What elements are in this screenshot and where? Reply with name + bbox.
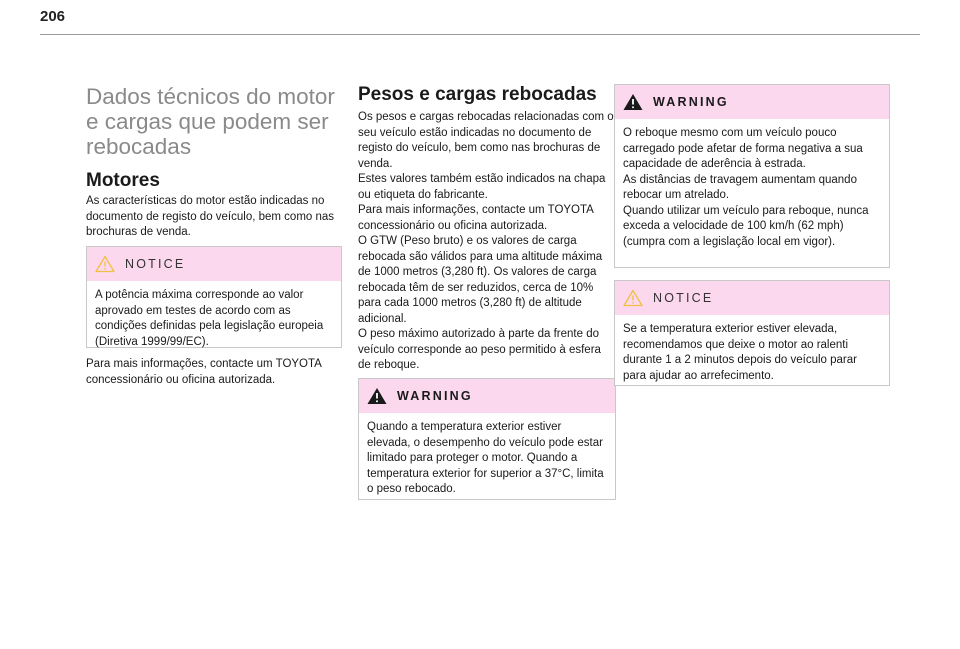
section-title-pesos: Pesos e cargas rebocadas — [358, 84, 597, 105]
notice-label: NOTICE — [125, 257, 186, 271]
warning-triangle-icon — [623, 93, 643, 111]
section-title-motores: Motores — [86, 170, 160, 191]
notice-box-cooling — [614, 280, 890, 386]
header-divider — [40, 34, 920, 35]
notice-header — [87, 247, 341, 281]
contact-paragraph: Para mais informações, contacte um TOYOTA concessionário ou oficina autorizada. — [86, 358, 322, 386]
warning-header — [359, 379, 615, 413]
notice-header — [615, 281, 889, 315]
notice-text: A potência máxima corresponde ao valor aprovado em testes de acordo com as condições definidas pela legislação europeia (Diretiva 1999/99/EC). — [95, 289, 324, 348]
notice-triangle-icon — [623, 289, 643, 307]
pesos-paragraph: Os pesos e cargas rebocadas relacionadas com o seu veículo estão indicadas no documento de registo do veículo, bem como nas brochuras de venda. Estes valores também estão indicados na chapa ou etiqueta do fabricante. Para mais informações, contacte um TOYOTA concessionário ou oficina autorizada. O GTW (Peso bruto) e os valores de carga rebocada são válidos para uma altitude máxima de 1000 metros (3,280 ft). Os valores de carga rebocada têm de ser reduzidos, cerca de 10% para cada 1000 metros (3,280 ft) de altitude adicional. O peso máximo autorizado à parte da frente do veículo corresponde ao peso permitido à esfera de reboque. — [358, 111, 614, 371]
warning-text: Quando a temperatura exterior estiver elevada, o desempenho do veículo pode estar limitado para proteger o motor. Quando a temperatura exterior for superior a 37°C, limita o peso rebocado. — [367, 421, 604, 495]
warning-label: WARNING — [653, 95, 729, 109]
page-number: 206 — [40, 8, 66, 25]
warning-header — [615, 85, 889, 119]
notice-label: NOTICE — [653, 291, 714, 305]
page-title: Dados técnicos do motor e cargas que podem ser rebocadas — [86, 84, 335, 159]
notice-triangle-icon — [95, 255, 115, 273]
notice-box-engine — [86, 246, 342, 348]
warning-label: WARNING — [397, 389, 473, 403]
motores-paragraph: As características do motor estão indicadas no documento de registo do veículo, bem como nas brochuras de venda. — [86, 195, 335, 238]
warning-triangle-icon — [367, 387, 387, 405]
warning-box-towing — [614, 84, 890, 268]
notice-text: Se a temperatura exterior estiver elevada, recomendamos que deixe o motor ao ralenti durante 1 a 2 minutos depois do veículo parar para ajudar ao arrefecimento. — [623, 323, 857, 382]
warning-box-temperature — [358, 378, 616, 500]
warning-text: O reboque mesmo com um veículo pouco carregado pode afetar de forma negativa a sua capacidade de aderência à estrada. As distâncias de travagem aumentam quando rebocar um atrelado. Quando utilizar um veículo para reboque, nunca exceda a velocidade de 100 km/h (62 mph) (cumpra com a legislação local em vigor). — [623, 127, 869, 248]
